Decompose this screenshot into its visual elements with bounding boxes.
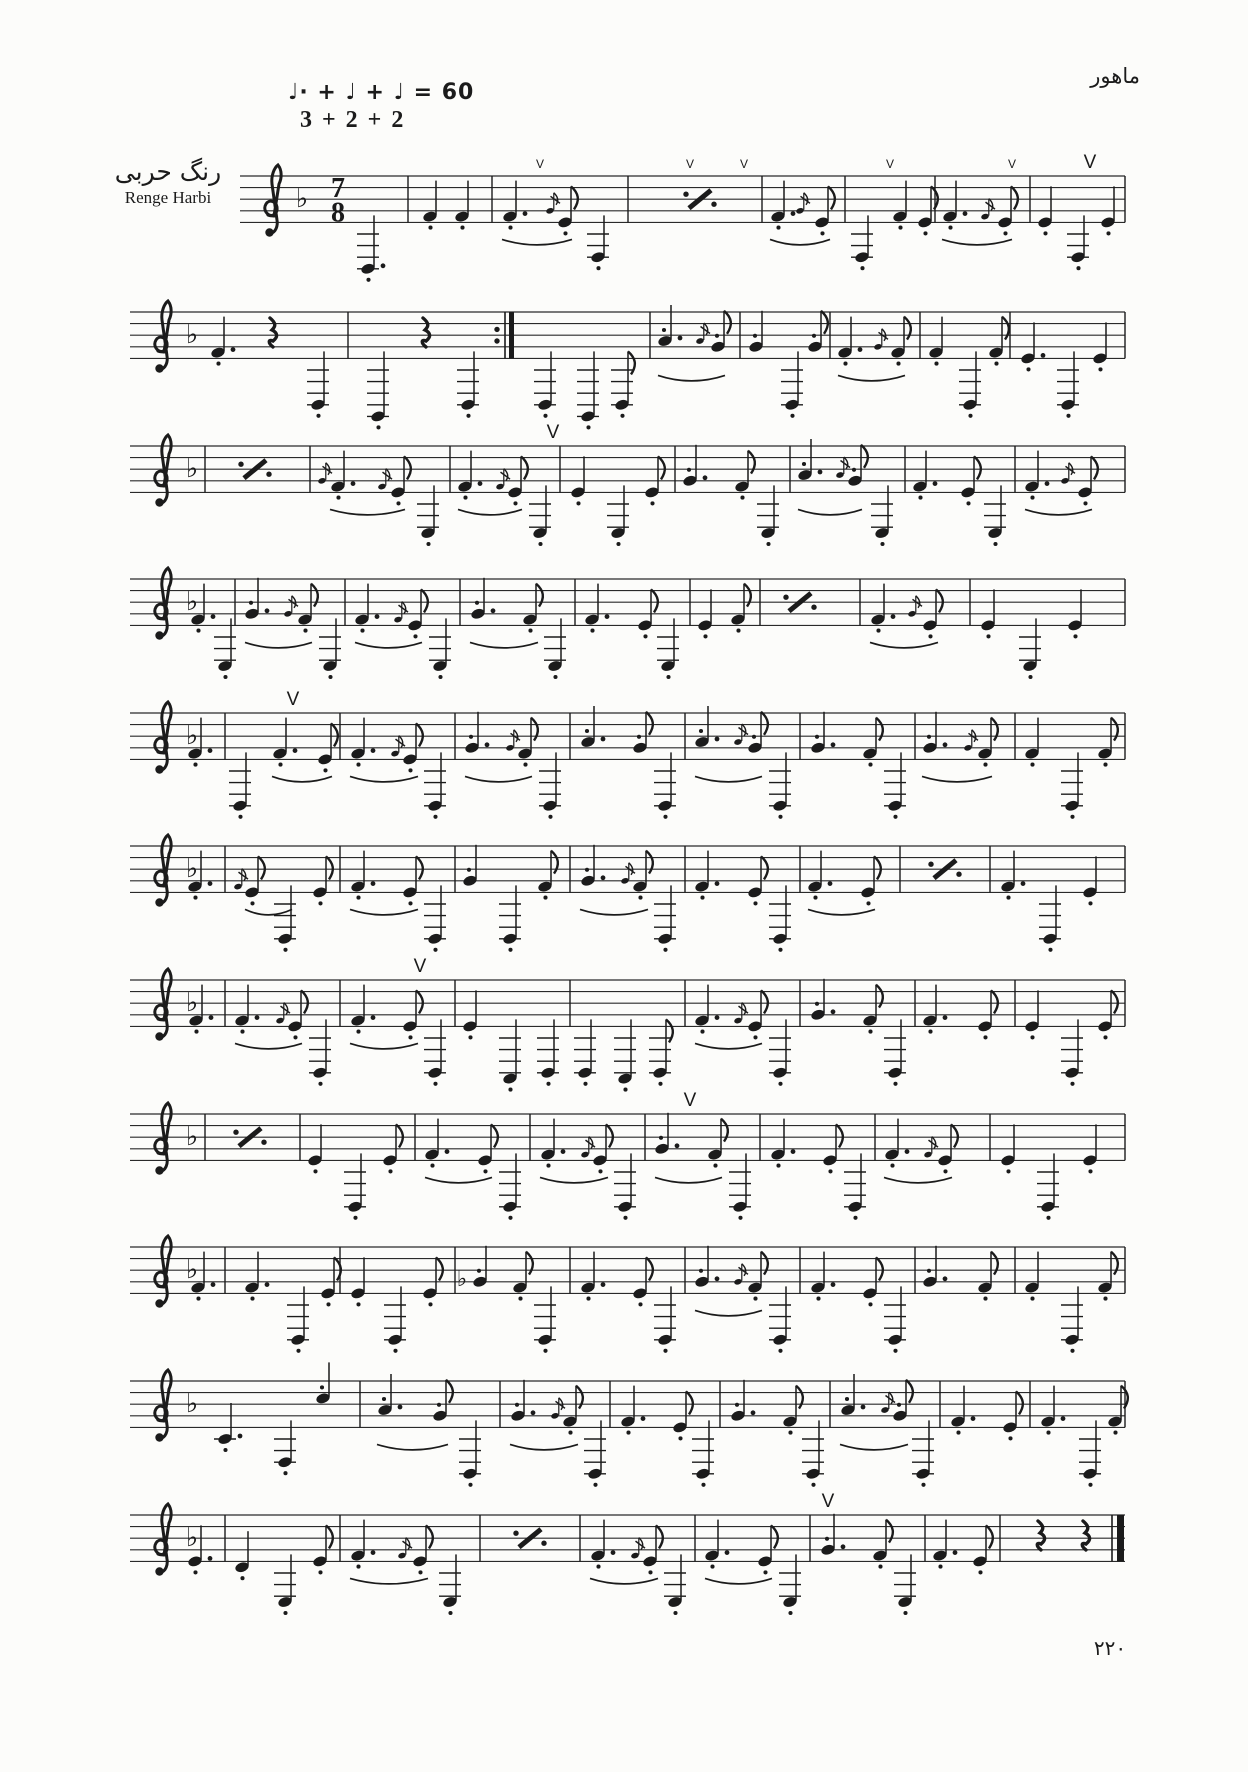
staff-system xyxy=(130,835,1125,952)
svg-text:♭: ♭ xyxy=(185,454,199,485)
staff-system xyxy=(130,956,1125,1092)
svg-text:♭: ♭ xyxy=(185,854,199,885)
tempo-block xyxy=(288,80,474,134)
svg-text:♭: ♭ xyxy=(185,320,199,351)
meter-breakdown: 3 + 2 + 2 xyxy=(300,107,406,133)
up-bow-mark: V xyxy=(535,157,545,171)
svg-text:7: 7 xyxy=(331,173,345,205)
staff-system xyxy=(130,1090,1125,1220)
up-bow-mark: V xyxy=(413,956,427,977)
staff-system xyxy=(240,152,1125,282)
piece-label xyxy=(96,158,240,208)
up-bow-mark: V xyxy=(286,689,300,710)
piece-title-persian: رنگ حربی xyxy=(114,157,222,186)
up-bow-mark: V xyxy=(885,157,895,171)
staff-system xyxy=(130,1491,1125,1615)
svg-text:♭: ♭ xyxy=(185,1523,199,1554)
up-bow-mark: V xyxy=(1007,157,1017,171)
up-bow-mark: V xyxy=(546,422,560,443)
svg-text:8: 8 xyxy=(331,197,345,229)
up-bow-mark: V xyxy=(1083,152,1097,173)
staff-system xyxy=(130,422,1125,546)
up-bow-mark: V xyxy=(683,1090,697,1111)
up-bow-mark: V xyxy=(821,1491,835,1512)
staff-system xyxy=(130,1362,1128,1486)
svg-text:♭: ♭ xyxy=(295,184,309,215)
svg-text:♭: ♭ xyxy=(185,721,199,752)
svg-text:♭: ♭ xyxy=(185,1389,199,1420)
mode-title: ماهور xyxy=(1090,64,1140,88)
staff-system xyxy=(130,689,1125,819)
svg-text:♭: ♭ xyxy=(185,587,199,618)
staff-system xyxy=(130,568,1125,679)
up-bow-mark: V xyxy=(685,157,695,171)
staff-system xyxy=(130,1236,1125,1353)
svg-text:♭: ♭ xyxy=(185,988,199,1019)
staff-system xyxy=(130,301,1125,429)
svg-text:♭: ♭ xyxy=(456,1266,468,1292)
svg-text:♭: ♭ xyxy=(185,1255,199,1286)
piece-title-latin: Renge Harbi xyxy=(124,187,212,207)
up-bow-mark: V xyxy=(739,157,749,171)
svg-text:♭: ♭ xyxy=(185,1122,199,1153)
page-number: ۲۲۰ xyxy=(1093,1636,1127,1660)
tempo-formula: ♩· + ♩ + ♩ = 60 xyxy=(288,80,475,105)
